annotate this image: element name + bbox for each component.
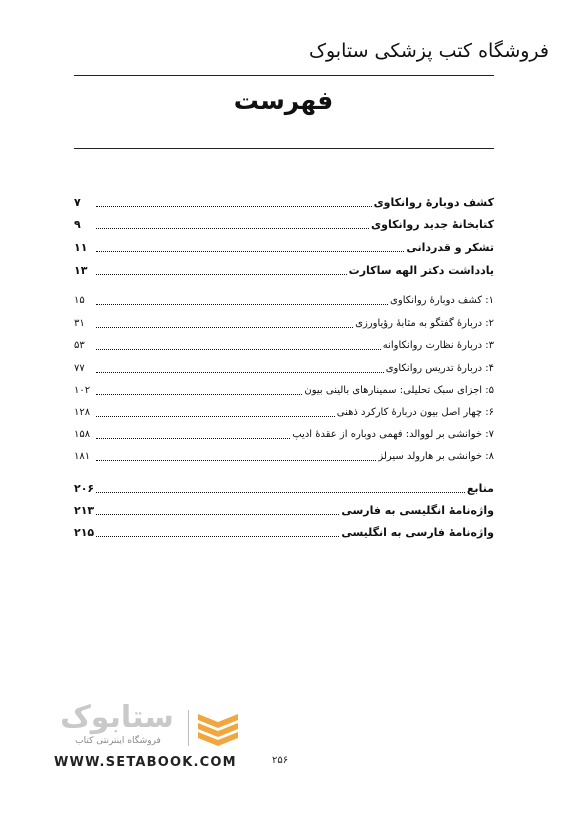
toc-entry-title: واژه‌نامۀ انگلیسی به فارسی [341,504,494,517]
toc-entry-page-number: ۲۰۶ [74,482,95,495]
toc-entry-title: منابع [466,482,494,495]
toc-dot-leader [96,438,290,439]
toc-entry-title: ۷: خوانشی بر لووالد: فهمی دوباره از عقدۀ ادیپ [292,429,494,440]
toc-entry-page-number: ۱۲۸ [74,407,91,418]
toc-dot-leader [96,228,369,229]
toc-entry[interactable] [74,192,494,210]
toc-entry[interactable] [74,214,494,232]
toc-entry-page-number: ۹ [74,218,81,231]
toc-entry[interactable] [74,500,494,518]
toc-entry[interactable] [74,424,494,442]
toc-dot-leader [96,327,353,328]
toc-entry-title: کشف دوبارۀ روانکاوی [373,196,494,209]
open-book-icon [196,708,240,748]
toc-entry-title: تشکر و قدردانی [406,241,494,254]
toc-entry[interactable] [74,290,494,308]
toc-dot-leader [96,206,372,207]
toc-dot-leader [96,460,376,461]
toc-entry-page-number: ۲۱۳ [74,504,95,517]
toc-dot-leader [96,394,302,395]
toc-entry-title: ۸: خوانشی بر هارولد سیرلز [378,451,494,462]
toc-dot-leader [96,349,381,350]
toc-dot-leader [96,416,335,417]
toc-entry-title: ۱: کشف دوبارۀ روانکاوی [390,295,494,306]
header-top-rule [74,75,494,76]
logo-tagline: فروشگاه اینترنتی کتاب [75,736,161,746]
toc-entry-title: کتابخانۀ جدید روانکاوی [371,218,494,231]
toc-entry-page-number: ۱۵۸ [74,429,91,440]
toc-entry[interactable] [74,358,494,376]
toc-dot-leader [96,274,347,275]
toc-entry-title: ۴: دربارۀ تدریس روانکاوی [385,363,494,374]
toc-entry-page-number: ۷ [74,196,81,209]
toc-entry-title: ۵: اجزای سبک تحلیلی: سمینارهای بالینی بیون [304,385,494,396]
header-bottom-rule [74,148,494,149]
page-number: ۲۵۶ [272,755,289,766]
toc-heading: فهرست [233,86,334,115]
toc-entry[interactable] [74,260,494,278]
toc-entry-title: ۲: دربارۀ گفتگو به مثابۀ رؤیاورزی [355,318,494,329]
toc-dot-leader [96,251,404,252]
toc-dot-leader [96,492,465,493]
toc-entry-page-number: ۳۱ [74,318,85,329]
toc-entry-page-number: ۱۵ [74,295,85,306]
toc-entry-page-number: ۲۱۵ [74,526,95,539]
toc-entry-page-number: ۵۳ [74,340,85,351]
toc-entry[interactable] [74,380,494,398]
toc-entry[interactable] [74,446,494,464]
toc-entry[interactable] [74,237,494,255]
toc-dot-leader [96,372,384,373]
toc-dot-leader [96,536,339,537]
toc-entry-title: ۳: دربارۀ نظارت روانکاوانه [382,340,494,351]
toc-entry-title: واژه‌نامۀ فارسی به انگلیسی [341,526,494,539]
toc-entry-title: یادداشت دکتر الهه ساکارت [348,264,494,277]
toc-entry[interactable] [74,522,494,540]
toc-dot-leader [96,304,388,305]
toc-entry[interactable] [74,335,494,353]
toc-entry-page-number: ۱۰۲ [74,385,91,396]
toc-dot-leader [96,514,339,515]
toc-entry-page-number: ۷۷ [74,363,85,374]
logo-website-url[interactable]: WWW.SETABOOK.COM [54,755,237,770]
toc-entry[interactable] [74,313,494,331]
page-header-title: فروشگاه کتب پزشکی ستابوک [308,40,549,62]
toc-entry-page-number: ۱۸۱ [74,451,91,462]
toc-entry[interactable] [74,402,494,420]
toc-entry-page-number: ۱۱ [74,241,88,254]
toc-entry[interactable] [74,478,494,496]
logo-brand-text: ستابوک [60,700,174,735]
logo-divider [188,710,189,746]
toc-entry-page-number: ۱۳ [74,264,88,277]
toc-entry-title: ۶: چهار اصل بیون دربارۀ کارکرد ذهنی [336,407,494,418]
